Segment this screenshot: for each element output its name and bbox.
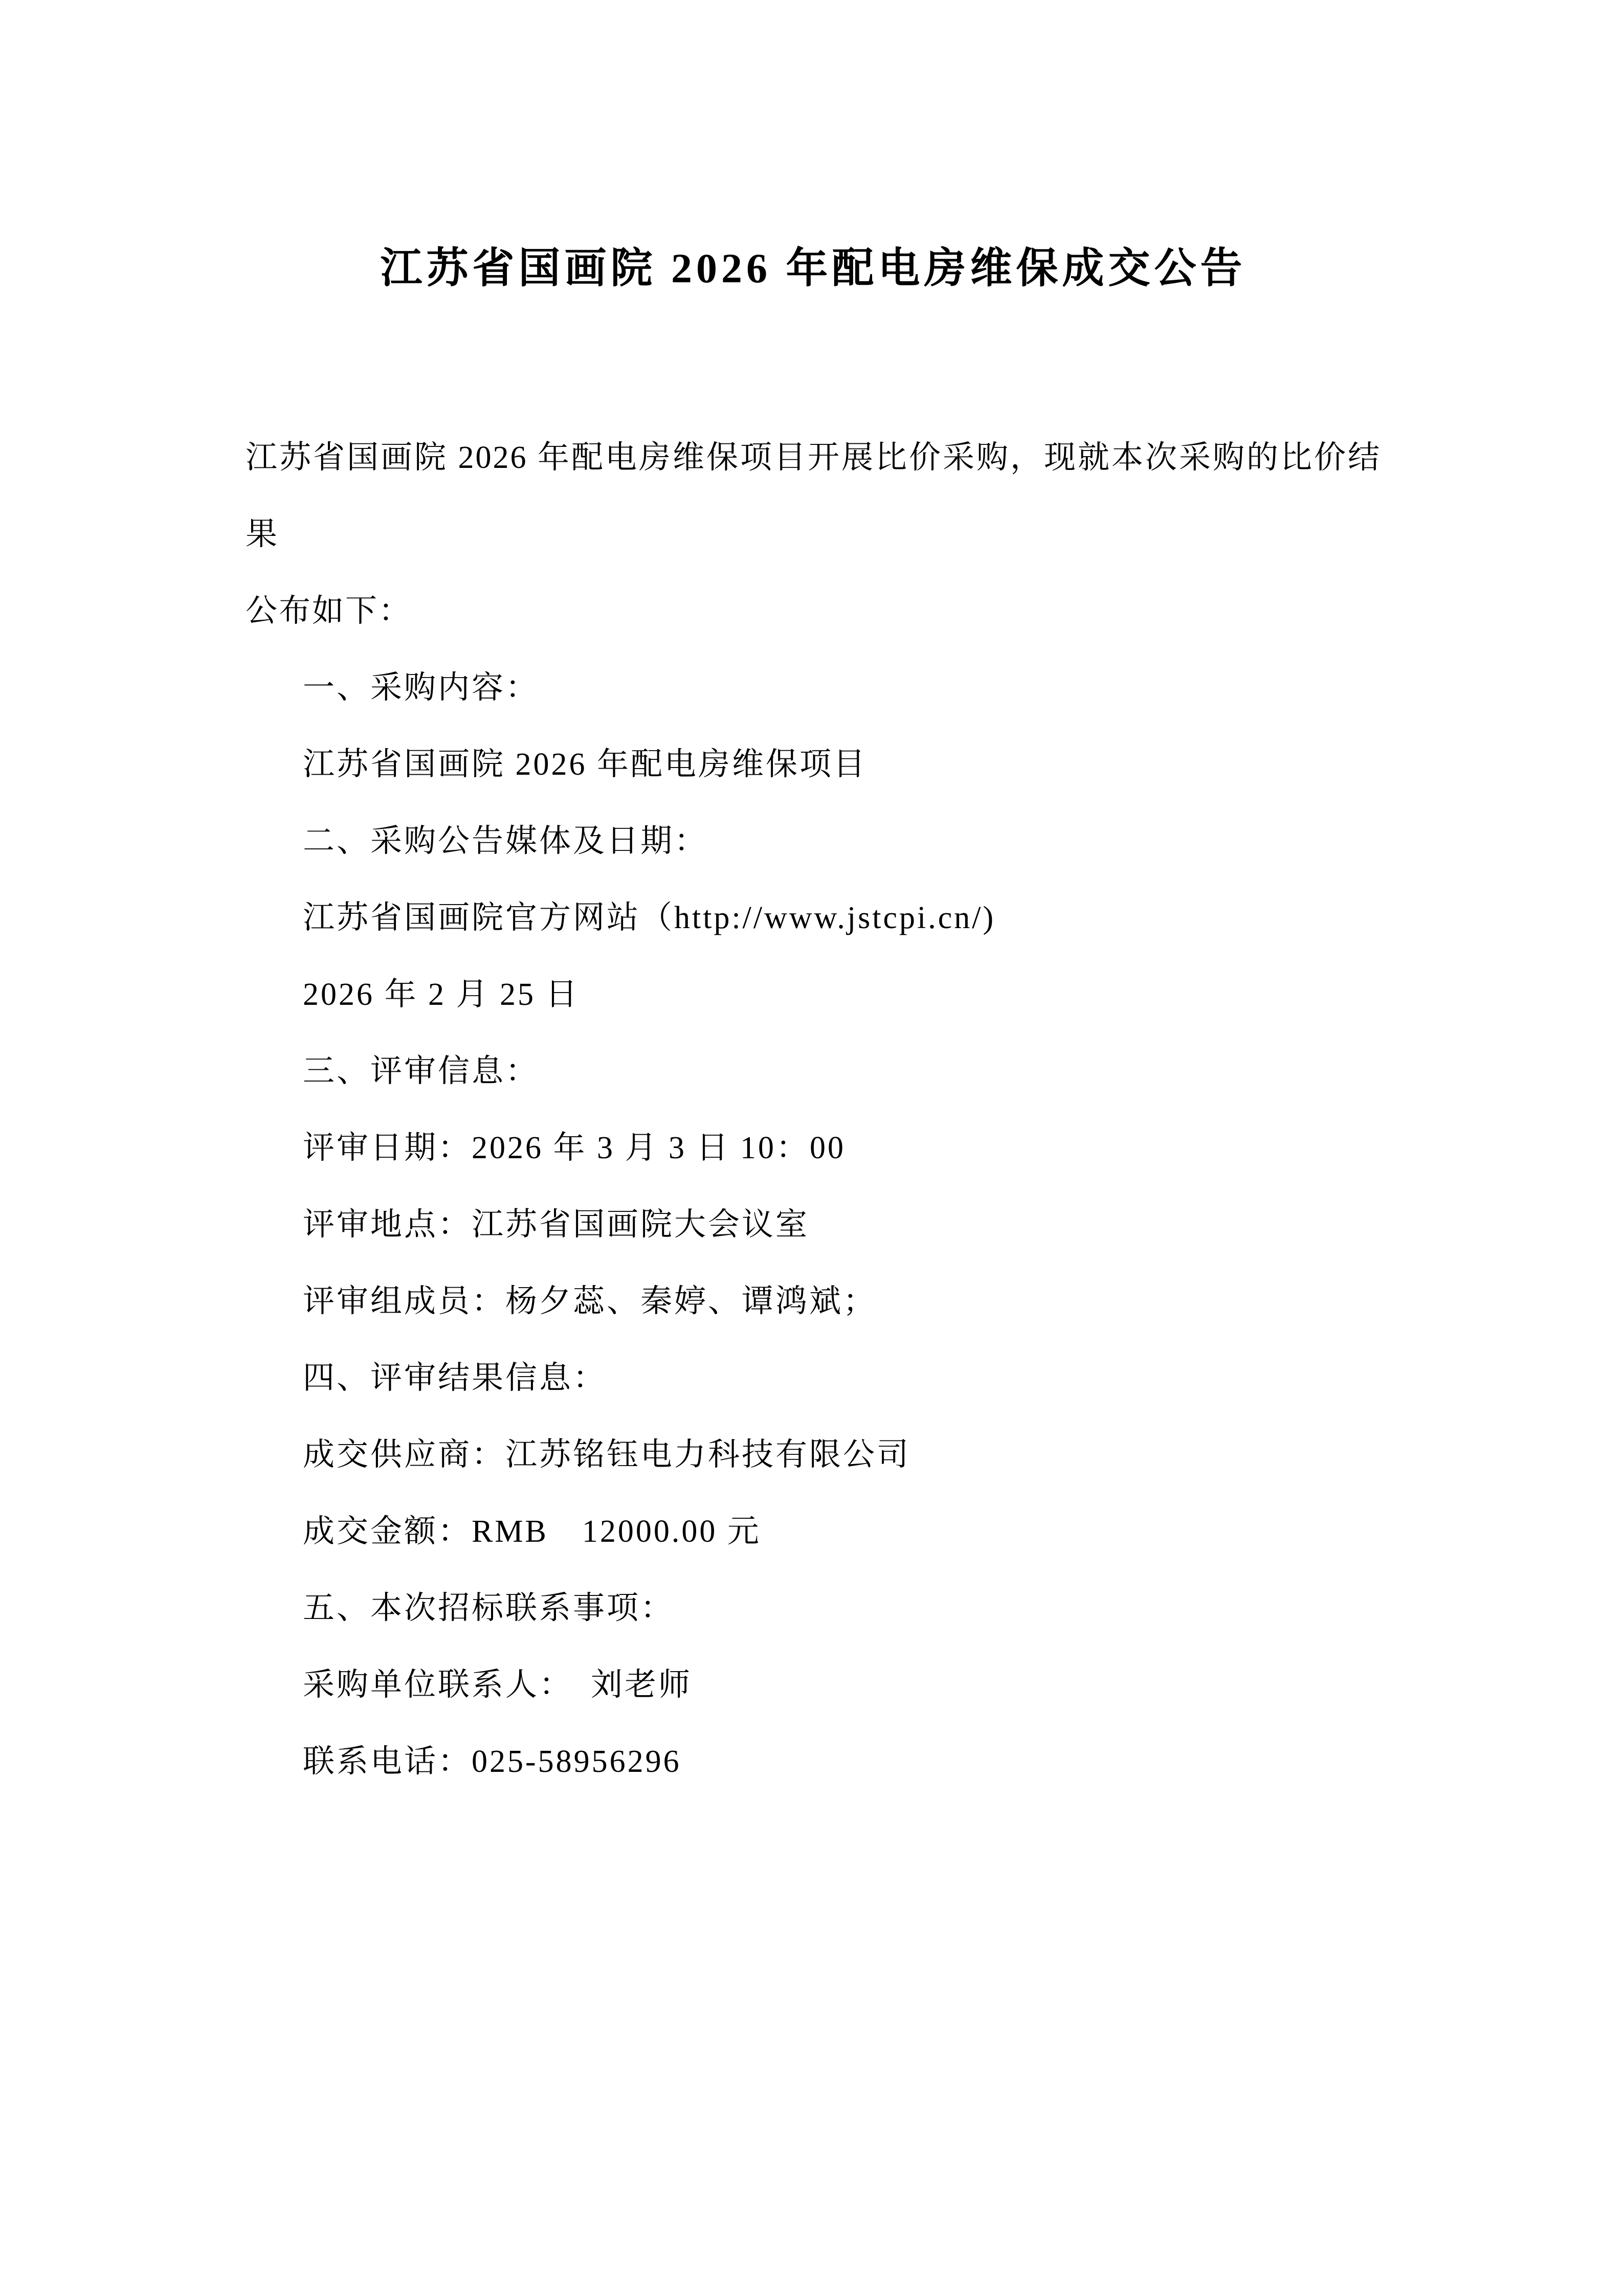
contact-phone-line: 联系电话：025-58956296 [303, 1744, 681, 1779]
document-title: 江苏省国画院 2026 年配电房维保成交公告 [380, 244, 1247, 291]
review-date-line: 评审日期：2026 年 3 月 3 日 10：00 [303, 1130, 846, 1165]
review-panel-line: 评审组成员：杨夕蕊、秦婷、谭鸿斌； [303, 1284, 877, 1319]
transaction-amount-line: 成交金额：RMB 12000.00 元 [303, 1514, 761, 1549]
purchase-content-line: 江苏省国画院 2026 年配电房维保项目 [303, 747, 867, 782]
contact-person-line: 采购单位联系人： 刘老师 [303, 1667, 693, 1702]
review-location-line: 评审地点：江苏省国画院大会议室 [303, 1207, 810, 1242]
intro-line-1: 江苏省国画院 2026 年配电房维保项目开展比价采购，现就本次采购的比价结果 [246, 440, 1381, 552]
section-5-heading: 五、本次招标联系事项： [303, 1590, 675, 1626]
intro-line-2: 公布如下： [246, 593, 412, 628]
section-4-heading: 四、评审结果信息： [303, 1360, 607, 1395]
document-body [246, 649, 1381, 1800]
announcement-website-line: 江苏省国画院官方网站（http://www.jstcpi.cn/) [303, 900, 996, 935]
intro-paragraph [246, 419, 1381, 649]
announcement-date-line: 2026 年 2 月 25 日 [303, 977, 580, 1012]
section-2-heading: 二、采购公告媒体及日期： [303, 823, 708, 859]
winning-supplier-line: 成交供应商：江苏铭钰电力科技有限公司 [303, 1437, 911, 1472]
section-3-heading: 三、评审信息： [303, 1053, 540, 1089]
section-1-heading: 一、采购内容： [303, 670, 540, 705]
